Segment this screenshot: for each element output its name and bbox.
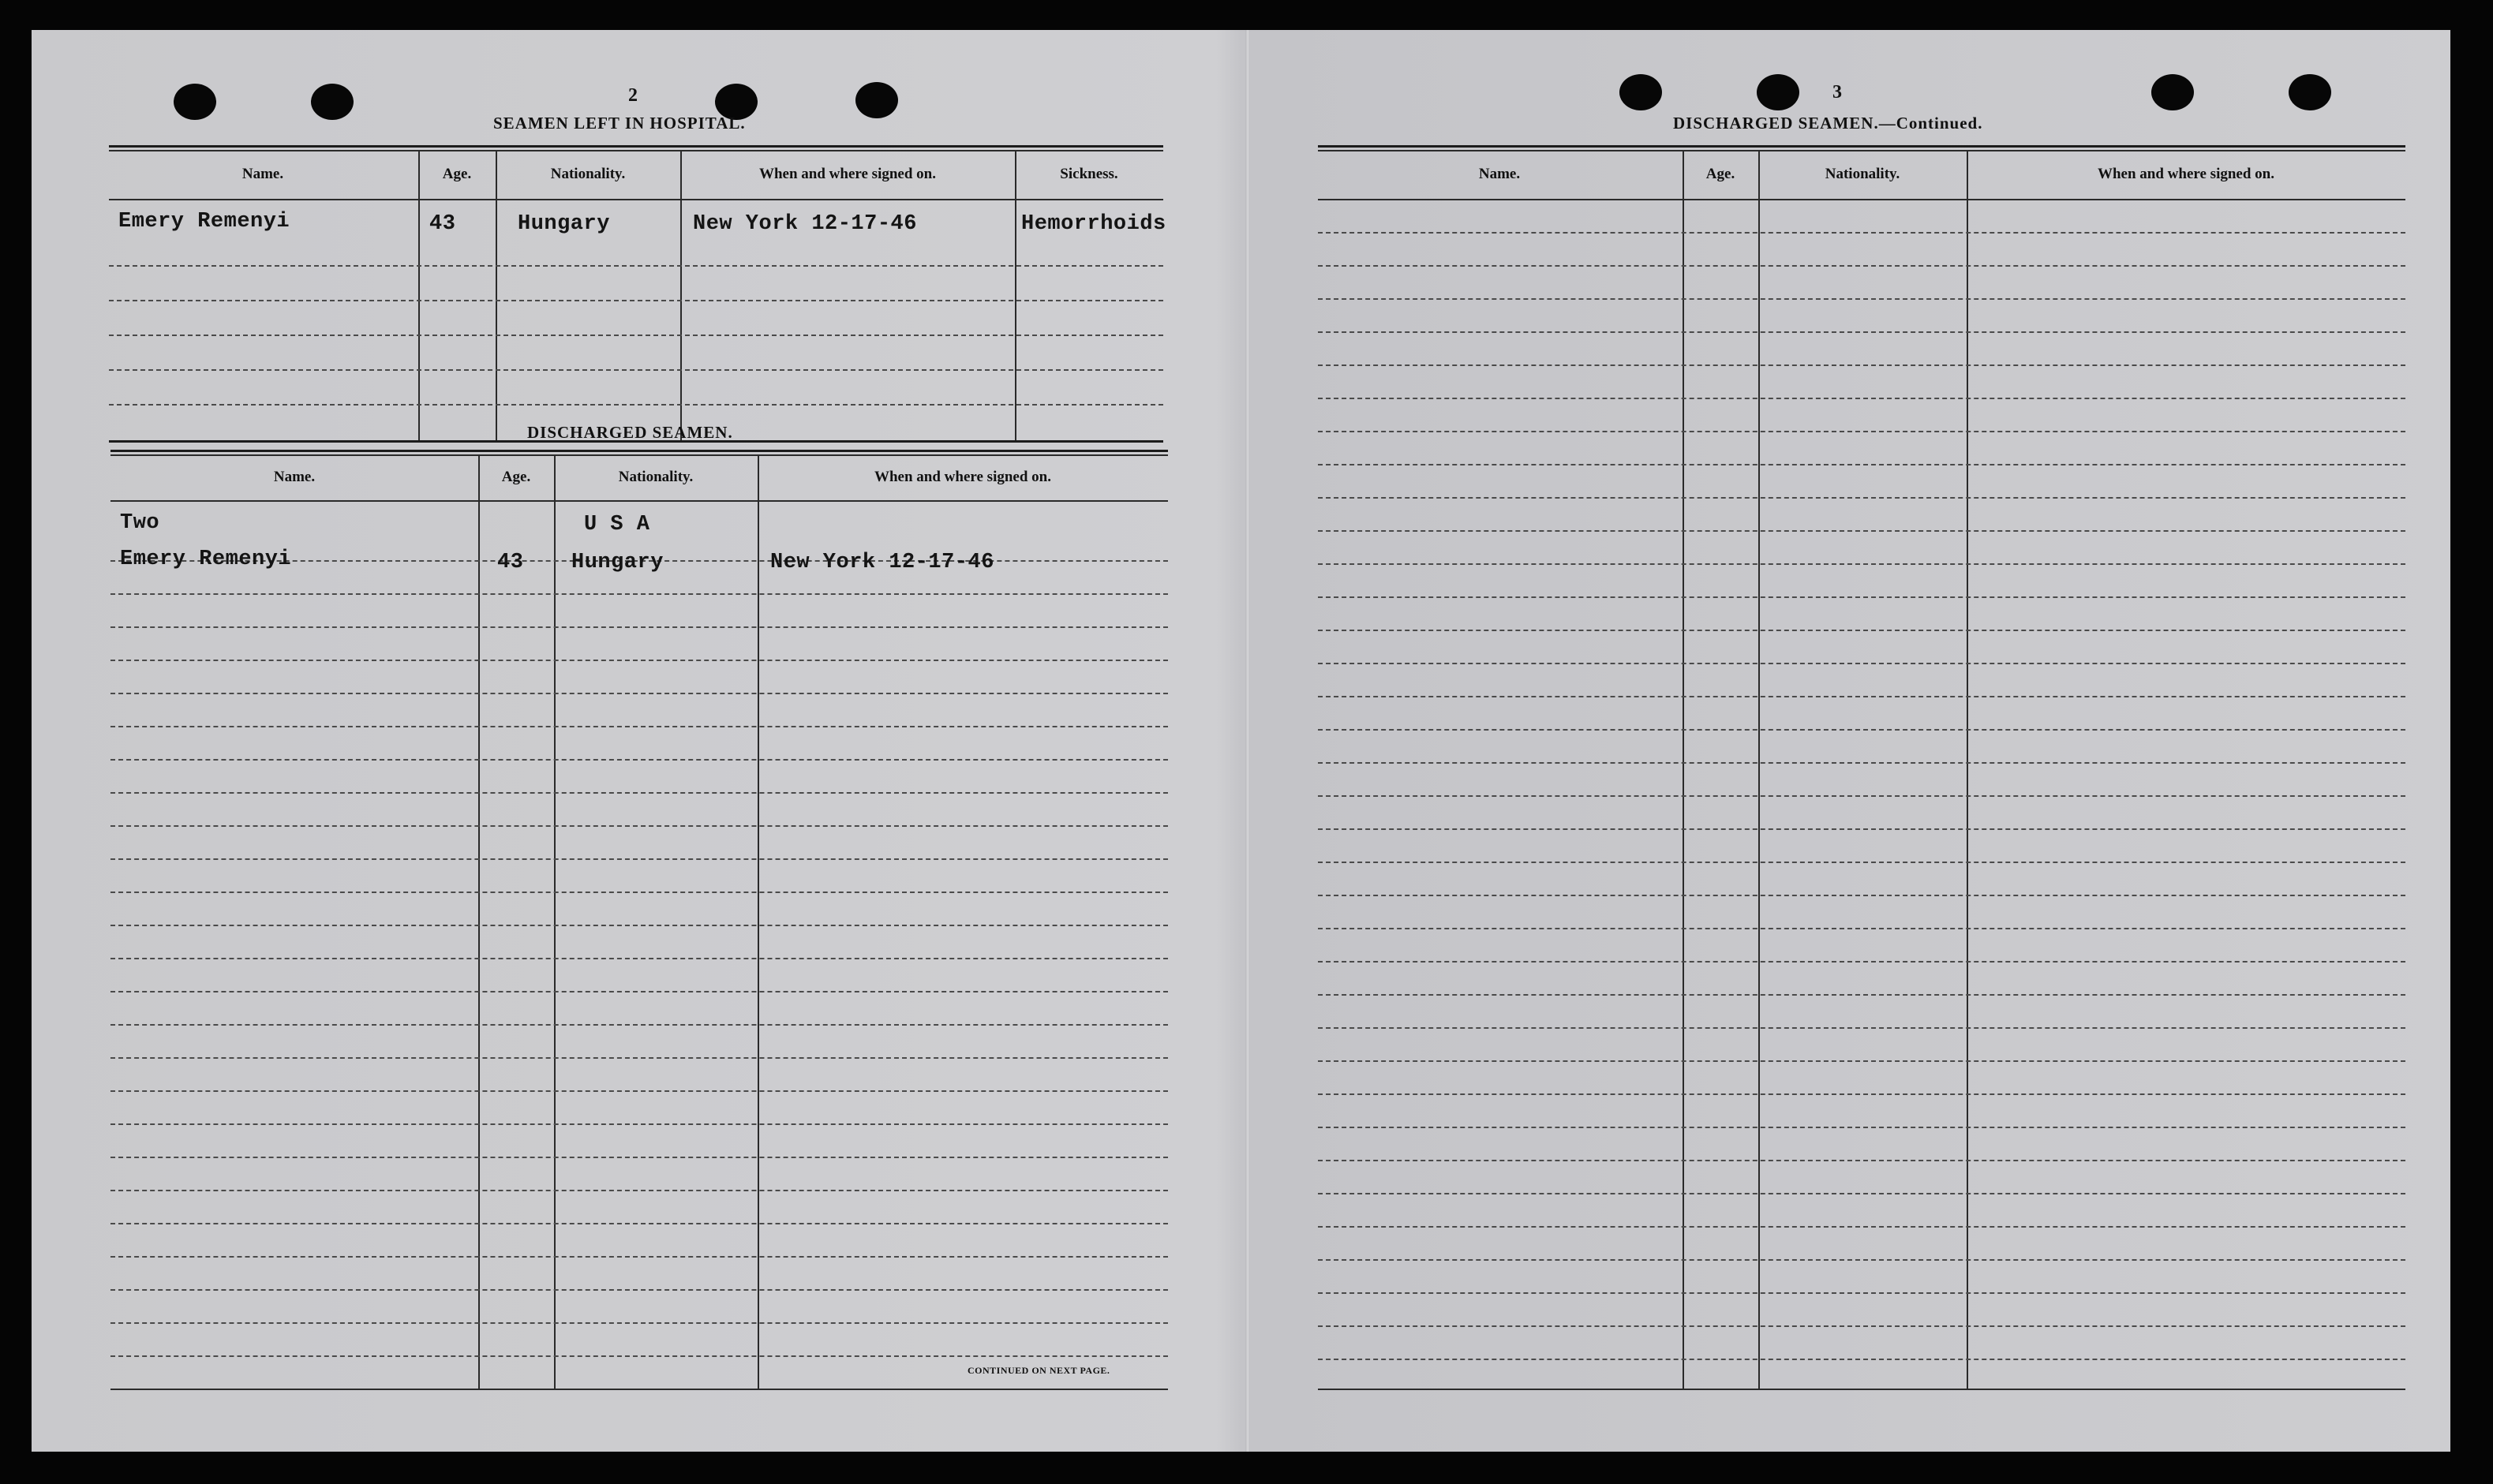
- page-number-left: 2: [628, 85, 638, 106]
- continued-header-nationality: Nationality.: [1825, 166, 1900, 182]
- continued-note: CONTINUED ON NEXT PAGE.: [968, 1365, 1110, 1376]
- discharged-row-2-name: Emery Remenyi: [120, 548, 292, 571]
- discharged-header-age: Age.: [501, 469, 531, 485]
- hospital-row-sickness: Hemorrhoids: [1021, 212, 1166, 236]
- punch-hole: [1619, 74, 1662, 110]
- discharged-header-nationality: Nationality.: [618, 469, 694, 485]
- document-sheet: [32, 30, 2450, 1452]
- discharged-header-signed-on: When and where signed on.: [874, 469, 1051, 485]
- punch-hole: [1757, 74, 1799, 110]
- continued-header-signed-on: When and where signed on.: [2097, 166, 2274, 182]
- discharged-section-title: DISCHARGED SEAMEN.: [527, 423, 733, 442]
- page-number-right: 3: [1832, 82, 1842, 103]
- discharged-row-1-name: Two: [120, 511, 160, 535]
- hospital-header-signed-on: When and where signed on.: [758, 166, 936, 182]
- discharged-row-1-nationality: U S A: [584, 513, 650, 536]
- discharged-row-2-signed-on: New York 12-17-46: [770, 551, 994, 574]
- punch-hole: [174, 84, 216, 120]
- page-fold: [1245, 30, 1250, 1452]
- discharged-header-name: Name.: [273, 469, 316, 485]
- continued-header-age: Age.: [1705, 166, 1735, 182]
- punch-hole: [2151, 74, 2194, 110]
- hospital-row-age: 43: [429, 212, 456, 236]
- discharged-table-left: [110, 450, 1168, 1396]
- hospital-header-name: Name.: [241, 166, 284, 182]
- hospital-row-signed-on: New York 12-17-46: [693, 212, 917, 236]
- hospital-header-nationality: Nationality.: [550, 166, 626, 182]
- hospital-header-age: Age.: [442, 166, 472, 182]
- punch-hole: [855, 82, 898, 118]
- discharged-row-2-nationality: Hungary: [571, 551, 664, 574]
- hospital-section-title: SEAMEN LEFT IN HOSPITAL.: [493, 114, 746, 133]
- hospital-row-nationality: Hungary: [518, 212, 610, 236]
- punch-hole: [311, 84, 354, 120]
- discharged-row-2-age: 43: [497, 551, 524, 574]
- hospital-row-name: Emery Remenyi: [118, 210, 290, 234]
- discharged-continued-title: DISCHARGED SEAMEN.—Continued.: [1673, 114, 1983, 133]
- hospital-header-sickness: Sickness.: [1060, 166, 1118, 182]
- continued-header-name: Name.: [1478, 166, 1521, 182]
- discharged-table-right: [1318, 145, 2405, 1393]
- punch-hole: [2289, 74, 2331, 110]
- hospital-table: [109, 145, 1163, 445]
